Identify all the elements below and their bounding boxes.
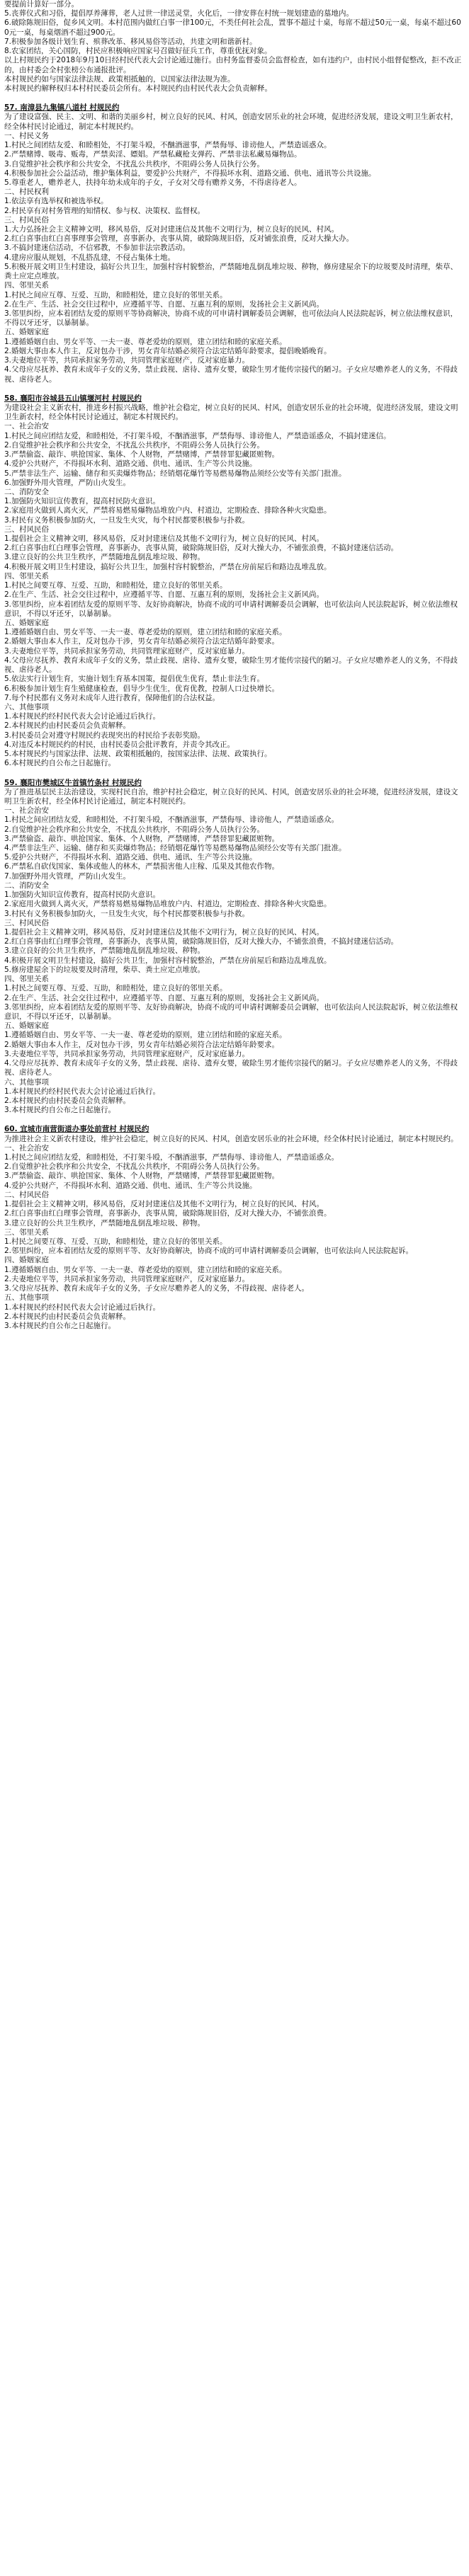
paragraph: 2.婚姻大事由本人作主，反对包办干涉，男女青年结婚必须符合法定结婚年龄要求。	[4, 1040, 280, 1049]
paragraph: 1.村民之间团结友爱、和睦相处，不打架斗殴，不酗酒滋事，严禁侮辱、诽谤他人，严禁造谣惑众。	[4, 141, 332, 150]
paragraph: 五、婚姻家庭	[4, 619, 49, 627]
paragraph: 三、村风民俗	[4, 215, 49, 224]
section-title: 57. 南漳县九集镇八道村 村规民约	[4, 103, 120, 113]
paragraph: 五、婚姻家庭	[4, 328, 49, 337]
paragraph: 2.本村规民约由村民委员会负责解释。	[4, 1312, 131, 1321]
paragraph: 三、村风民俗	[4, 918, 49, 927]
paragraph: 4.父母应尽抚养、教育未成年子女的义务，禁止歧视、虐待、遗弃女婴，破除生男才能传宗接代的陋习。子女应尽赡养老人的义务，不得歧视、虐待老人。	[4, 365, 458, 384]
paragraph: 1.加强防火知识宣传教育，提高村民防火意识。	[4, 497, 161, 506]
paragraph: 2.婚姻大事由本人作主，反对包办干涉，男女青年结婚必须符合法定结婚年龄要求，提倡晚婚晚育。	[4, 346, 332, 355]
paragraph: 6.严禁私自砍伐国家、集体或他人的林木，严禁损害他人庄稼、瓜果及其他农作物。	[4, 862, 280, 871]
paragraph: 3.村民有义务积极参加防火，一旦发生火灾，每个村民都要积极参与扑救。	[4, 909, 250, 918]
paragraph: 4.积极参加社会公益活动，维护集体利益，要爱护公共财产，不得损坏水利、道路交通、供电、通讯等公共设施。	[4, 168, 376, 178]
paragraph: 2.本村规民约由村民委员会负责解释。	[4, 1096, 131, 1105]
paragraph: 六、其他事项	[4, 1077, 49, 1087]
paragraph: 3.邻里纠纷，应本着团结友爱的原则平等、友好协商解决，协商不成的可申请村调解委员会调解，也可依法向人民法院起诉，树立依法维权意识，不得以牙还牙，以暴制暴。	[4, 1002, 458, 1021]
paragraph: 1.村民之间要互尊、互爱、互助，和睦相处，建立良好的邻里关系。	[4, 1237, 227, 1246]
paragraph: 2.家庭用火做到人离火灭，严禁将易燃易爆物品堆放户内、村道边，定期检查、排除各种火灾隐患。	[4, 900, 332, 909]
paragraph: 4.积极开展文明卫生村建设，搞好公共卫生，加强村容村貌整治，严禁在房前屋后和路边乱堆乱放。	[4, 956, 332, 965]
paragraph: 四、婚姻家庭	[4, 1256, 49, 1265]
paragraph: 1.村民之间应互尊、互爱、互助，和睦相处，建立良好的邻里关系。	[4, 290, 227, 299]
paragraph: 3.本村规民约自公布之日起施行。	[4, 1106, 116, 1115]
paragraph: 3.严禁偷盗、敲诈、哄抢国家、集体、个人财物，严禁赌博，严禁替罪犯藏匿赃物。	[4, 1172, 280, 1181]
paragraph: 2.本村规民约由村民委员会负责解释。	[4, 721, 131, 731]
paragraph: 二、消防安全	[4, 487, 49, 496]
paragraph: 2.红白喜事由红白理事会管理，喜事新办，丧事从简，破除陈规旧俗，反对大操大办，不铺张浪费，不搞封建迷信活动。	[4, 937, 399, 946]
paragraph: 1.村民之间要互尊、互爱、互助，和睦相处，建立良好的邻里关系。	[4, 984, 227, 993]
paragraph: 一、村民义务	[4, 131, 49, 140]
paragraph: 一、社会治安	[4, 1143, 49, 1152]
paragraph: 1.加强防火知识宣传教育，提高村民防火意识。	[4, 891, 161, 900]
paragraph: 1.本村规民约经村民代表大会讨论通过后执行。	[4, 1303, 161, 1312]
paragraph: 4.父母应尽抚养、教育未成年子女的义务，禁止歧视、虐待、遗弃女婴，破除生男才能传宗接代的陋习。子女应尽赡养老人的义务，不得歧视、虐待老人。	[4, 656, 458, 675]
paragraph: 1.村民之间应团结友爱，和睦相处，不打架斗殴，不酗酒滋事，严禁侮辱、诽谤他人，严禁造谣惑众，不搞封建迷信。	[4, 431, 391, 440]
paragraph: 3.夫妻地位平等，共同承担家务劳动，共同管理家庭财产，反对家庭暴力。	[4, 1049, 250, 1058]
paragraph: 3.夫妻地位平等，共同承担家务劳动，共同管理家庭财产，反对家庭暴力。	[4, 356, 250, 365]
paragraph: 1.大力弘扬社会主义精神文明，移风易俗，反对封建迷信及其他不文明行为，树立良好的民风、村风。	[4, 225, 339, 234]
paragraph: 2.红白喜事由红白理事会管理，喜事新办，丧事从简，破除陈规旧俗，反对大操大办，不铺张浪费。	[4, 1209, 332, 1218]
paragraph: 五、其他事项	[4, 1293, 49, 1303]
paragraph: 3.村民委员会对遵守村规民约表现突出的村民给予表彰奖励。	[4, 731, 205, 740]
paragraph: 5.丧葬仪式和习俗，提倡厚养薄葬，老人过世一律送灵堂，火化后，一律安葬在村统一规划建造的墓地内。	[4, 9, 354, 18]
paragraph: 5.严禁非法生产、运输、储存和买卖爆炸物品；经销烟花爆竹等易燃易爆物品须经公安等有关部门批准。	[4, 469, 346, 478]
paragraph: 1.提倡社会主义精神文明，移风易俗，反对封建迷信及其他不文明行为，树立良好的民风、村风。	[4, 534, 324, 544]
paragraph: 3.不搞封建迷信活动，不信邪教，不参加非法宗教活动。	[4, 244, 191, 253]
paragraph: 五、婚姻家庭	[4, 1021, 49, 1031]
paragraph: 1.村民之间要互尊、互爱、互助，和睦相处，建立良好的邻里关系。	[4, 581, 227, 590]
paragraph: 5.本村规民约与国家法律、法规、政策相抵触的，按国家法律、法规、政策执行。	[4, 750, 272, 759]
paragraph: 1.村民之间应团结友爱，和睦相处，不打架斗殴，不酗酒滋事，严禁侮辱、诽谤他人，严禁造谣惑众。	[4, 1153, 339, 1162]
paragraph: 一、社会治安	[4, 422, 49, 431]
paragraph: 四、邻里关系	[4, 571, 49, 580]
paragraph: 为推进社会主义新农村建设，维护社会稳定，树立良好的民风、村风，创造安居乐业的社会环境，经全体村民讨论通过，制定本村规民约。	[4, 1134, 458, 1143]
paragraph: 2.婚姻大事由本人作主，反对包办干涉，男女青年结婚必须符合法定结婚年龄要求。	[4, 637, 280, 646]
paragraph: 3.严禁偷盗、敲诈、哄抢国家、集体、个人财物，严禁赌博，严禁替罪犯藏匿赃物。	[4, 834, 280, 843]
paragraph: 一、社会治安	[4, 806, 49, 815]
paragraph: 四、邻里关系	[4, 975, 49, 984]
paragraph: 3.邻里纠纷，应本着团结友爱的原则平等协商解决，协商不成的可申请村调解委员会调解，也可依法向人民法院起诉，树立依法维权意识，不得以牙还牙，以暴制暴。	[4, 309, 458, 328]
paragraph: 5.修房建屋余下的垃圾要及时清理，柴草、粪土应定点堆放。	[4, 965, 205, 974]
paragraph: 5.尊重老人，赡养老人，扶持年幼未成年的子女，子女对父母有赡养义务，不得虐待老人。	[4, 178, 302, 187]
paragraph: 3.本村规民约自公布之日起施行。	[4, 1321, 116, 1330]
paragraph: 2.家庭用火做到人离火灭，严禁将易燃易爆物品堆放户内、村道边，定期检查、排除各种火灾隐患。	[4, 506, 332, 515]
paragraph: 1.遵循婚姻自由、男女平等、一夫一妻、尊老爱幼的原则，建立团结和睦的家庭关系。	[4, 337, 287, 346]
section-title: 60. 宜城市南营街道办事处前营村 村规民约	[4, 1125, 149, 1134]
paragraph-spacer	[4, 1115, 465, 1122]
paragraph-spacer	[4, 384, 465, 391]
paragraph: 二、村风民俗	[4, 1190, 49, 1199]
paragraph: 3.自觉维护社会秩序和公共安全，不扰乱公共秩序，不阻碍公务人员执行公务。	[4, 159, 265, 168]
paragraph: 5.积极开展文明卫生村建设，搞好公共卫生，加强村容村貌整治，严禁随地乱倒乱堆垃圾、秽物，修房建屋余下的垃圾要及时清理，柴草、粪土应定点堆放。	[4, 262, 458, 281]
paragraph: 本村规民约如与国家法律法规、政策相抵触的，以国家法律法规为准。	[4, 74, 235, 84]
paragraph: 3.村民有义务积极参加防火，一旦发生火灾，每个村民都要积极参与扑救。	[4, 515, 250, 525]
paragraph: 2.村民享有对村务管理的知情权、参与权、决策权、监督权。	[4, 206, 205, 215]
paragraph: 三、村风民俗	[4, 525, 49, 534]
paragraph: 4.爱护公共财产，不得损坏水利、道路交通、供电、通讯、生产等公共设施。	[4, 1181, 257, 1190]
paragraph: 六、其他事项	[4, 702, 49, 711]
paragraph: 3.建立良好的公共卫生秩序，严禁随地乱倒乱堆垃圾、秽物。	[4, 1218, 205, 1227]
paragraph: 2.严禁赌博、吸毒、贩毒，严禁卖淫、嫖娼。严禁私藏枪支弹药、严禁非法私藏易爆物品。	[4, 150, 302, 159]
paragraph: 4.对违反本村规民约的村民，由村民委员会批评教育，并责令其改正。	[4, 740, 235, 749]
paragraph: 2.在生产、生活、社会交往过程中，应遵循平等、自愿、互惠互利的原则，发扬社会主义新风尚。	[4, 590, 324, 600]
paragraph: 6.加强野外用火管理，严防山火发生。	[4, 478, 131, 487]
section-title: 59. 襄阳市樊城区牛首镇竹条村 村规民约	[4, 778, 142, 787]
paragraph: 3.严禁偷盗、敲诈、哄抢国家、集体、个人财物，严禁赌博，严禁替罪犯藏匿赃物。	[4, 450, 280, 459]
paragraph: 1.提倡社会主义精神文明，移风易俗，反对封建迷信及其他不文明行为，树立良好的民风、村风。	[4, 928, 324, 937]
paragraph: 为了建设富强、民主、文明、和谐的美丽乡村，树立良好的民风、村风，创造安居乐业的社会环境，促进经济发展，建设文明卫生新农村，经全体村民讨论通过，制定本村规民约。	[4, 113, 458, 131]
paragraph: 4.父母应尽抚养、教育未成年子女的义务，禁止歧视、虐待、遗弃女婴，破除生男才能传宗接代的陋习。子女应尽赡养老人的义务，不得歧视、虐待老人。	[4, 1059, 458, 1077]
paragraph: 本村规民约解释权归本村村民委员会所有。本村规民约由村民代表大会负责解释。	[4, 84, 272, 93]
section-title: 58. 襄阳市谷城县五山镇堰河村 村规民约	[4, 394, 142, 403]
paragraph: 2.红白喜事由红白喜事理事会管理，喜事新办，丧事从简，破除陈规旧俗，反对铺张浪费，反对大操大办。	[4, 234, 354, 244]
paragraph: 以上村规民约于2018年9月10日经村民代表大会讨论通过施行。由村务监督委员会监督检查，如有违约户，由村民小组督促整改，拒不改正的，由村委会全村张榜公布通报批评。	[4, 56, 462, 74]
paragraph: 1.本村规民约经村民代表大会讨论通过后执行。	[4, 712, 161, 721]
paragraph: 2.在生产、生活、社会交往过程中，应遵循平等、自愿、互惠互利的原则，发扬社会主义新风尚。	[4, 993, 324, 1002]
paragraph: 7.加强野外用火管理，严防山火发生。	[4, 871, 131, 881]
paragraph: 5.爱护公共财产，不得损坏水利、道路交通、供电、通讯、生产等公共设施。	[4, 853, 257, 862]
paragraph: 3.父母应尽抚养、教育未成年子女的义务，子女应尽赡养老人的义务，不得歧视、虐待老人。	[4, 1284, 310, 1293]
paragraph: 要提前计算好一部分。	[4, 0, 79, 8]
paragraph: 2.在生产、生活、社会交往过程中，应遵循平等、自愿、互惠互利的原则，发扬社会主义新风尚。	[4, 299, 324, 309]
paragraph-spacer	[4, 769, 465, 776]
paragraph: 6.本村规民约自公布之日起施行。	[4, 759, 116, 768]
paragraph: 1.依法享有选举权和被选举权。	[4, 197, 108, 206]
paragraph: 7.积极参加各级计划生育、殡葬改革、移风易俗等活动，共建文明和谐新村。	[4, 37, 257, 46]
paragraph: 1.遵循婚姻自由、男女平等、一夫一妻、尊老爱幼的原则，建立团结和睦的家庭关系。	[4, 1265, 287, 1274]
paragraph: 2.夫妻地位平等，共同承担家务劳动，共同管理家庭财产，反对家庭暴力。	[4, 1274, 250, 1283]
paragraph: 2.自觉维护社会秩序和公共安全，不扰乱公共秩序，不阻碍公务人员执行公务。	[4, 1162, 265, 1172]
paragraph: 1.遵循婚姻自由、男女平等、一夫一妻、尊老爱幼的原则，建立团结和睦的家庭关系。	[4, 1031, 287, 1040]
paragraph: 3.建立良好的公共卫生秩序，严禁随地乱倒乱堆垃圾、秽物。	[4, 553, 205, 562]
paragraph: 二、村民权利	[4, 188, 49, 197]
paragraph: 2.自觉维护社会秩序和公共安全，不扰乱公共秩序，不阻碍公务人员执行公务。	[4, 440, 265, 450]
paragraph: 8.农家团结，关心国防，村民应积极响应国家号召做好征兵工作，尊重优抚对象。	[4, 47, 272, 56]
paragraph-spacer	[4, 93, 465, 101]
paragraph: 4.积极开展文明卫生村建设，搞好公共卫生，加强村容村貌整治，严禁在房前屋后和路边乱堆乱放。	[4, 562, 332, 571]
paragraph: 5.依法实行计划生育，实施计划生育基本国策，提倡优生优育，禁止非法生育。	[4, 675, 265, 684]
paragraph: 3.邻里纠纷，应本着团结友爱的原则平等、友好协商解决，协商不成的可申请村调解委员会调解，也可依法向人民法院起诉，树立依法维权意识，不得以牙还牙，以暴制暴。	[4, 600, 458, 618]
paragraph: 6.破除陈规旧俗，促乡风文明。本村范围内做红白事一律100元，不类任何社会乱，置事不超过十桌，每席不超过50元一桌，每桌不超过600元一桌，每桌烟酒不超过900元。	[4, 18, 461, 37]
paragraph: 1.提倡社会主义精神文明，移风易俗，反对封建迷信及其他不文明行为，树立良好的民风、村风。	[4, 1200, 324, 1209]
paragraph: 6.积极参加计划生育生殖健康检查，倡导少生优生，优育优教，控制人口过快增长。	[4, 684, 280, 693]
paragraph: 1.村民之间应团结友爱，和睦相处，不打架斗殴，不酗酒滋事，严禁侮辱、诽谤他人，严禁造谣惑众。	[4, 815, 339, 825]
paragraph: 4.严禁非法生产、运输、储存和买卖爆炸物品；经销烟花爆竹等易燃易爆物品须经公安等有关部门批准。	[4, 844, 346, 853]
paragraph: 3.建立良好的公共卫生秩序，严禁随地乱倒乱堆垃圾、秽物。	[4, 946, 205, 956]
paragraph: 1.本村规民约经村民代表大会讨论通过后执行。	[4, 1087, 161, 1096]
paragraph: 四、邻里关系	[4, 281, 49, 290]
paragraph: 4.爱护公共财产，不得损坏水利、道路交通、供电、通讯、生产等公共设施。	[4, 459, 257, 469]
paragraph: 1.遵循婚姻自由、男女平等、一夫一妻、尊老爱幼的原则，建立团结和睦的家庭关系。	[4, 628, 287, 637]
paragraph: 2.邻里纠纷，应本着团结友爱的原则平等、友好协商解决，协商不成的可申请村调解委员会调解，也可依法向人民法院起诉。	[4, 1247, 414, 1256]
paragraph: 2.红白喜事由红白理事会管理，喜事新办，丧事从简，破除陈规旧俗，反对大操大办，不铺张浪费，不搞封建迷信活动。	[4, 544, 399, 553]
paragraph: 为了推进基层民主法治建设，实现村民自治，维护村社会稳定，树立良好的民风、村风，创造安居乐业的社会环境，促进经济发展，建设文明卫生新农村，经全体村民讨论通过，制定本村规民约。	[4, 787, 458, 806]
paragraph: 三、邻里关系	[4, 1227, 49, 1237]
paragraph: 4.建房应服从规划，不乱搭乱建，不侵占集体土地。	[4, 253, 176, 262]
paragraph: 3.夫妻地位平等，共同承担家务劳动，共同管理家庭财产，反对家庭暴力。	[4, 646, 250, 656]
paragraph: 7.每个村民都有义务对未成年人进行教育，保障他们的合法权益。	[4, 693, 220, 702]
paragraph: 二、消防安全	[4, 881, 49, 890]
paragraph: 2.自觉维护社会秩序和公共安全，不扰乱公共秩序，不阻碍公务人员执行公务。	[4, 825, 265, 834]
paragraph: 为建设社会主义新农村，推进乡村振兴战略，维护社会稳定，树立良好的民风、村风，创造安居乐业的社会环境，促进经济发展，建设文明卫生新农村，经全体村民讨论通过，制定本村规民约。	[4, 403, 458, 422]
